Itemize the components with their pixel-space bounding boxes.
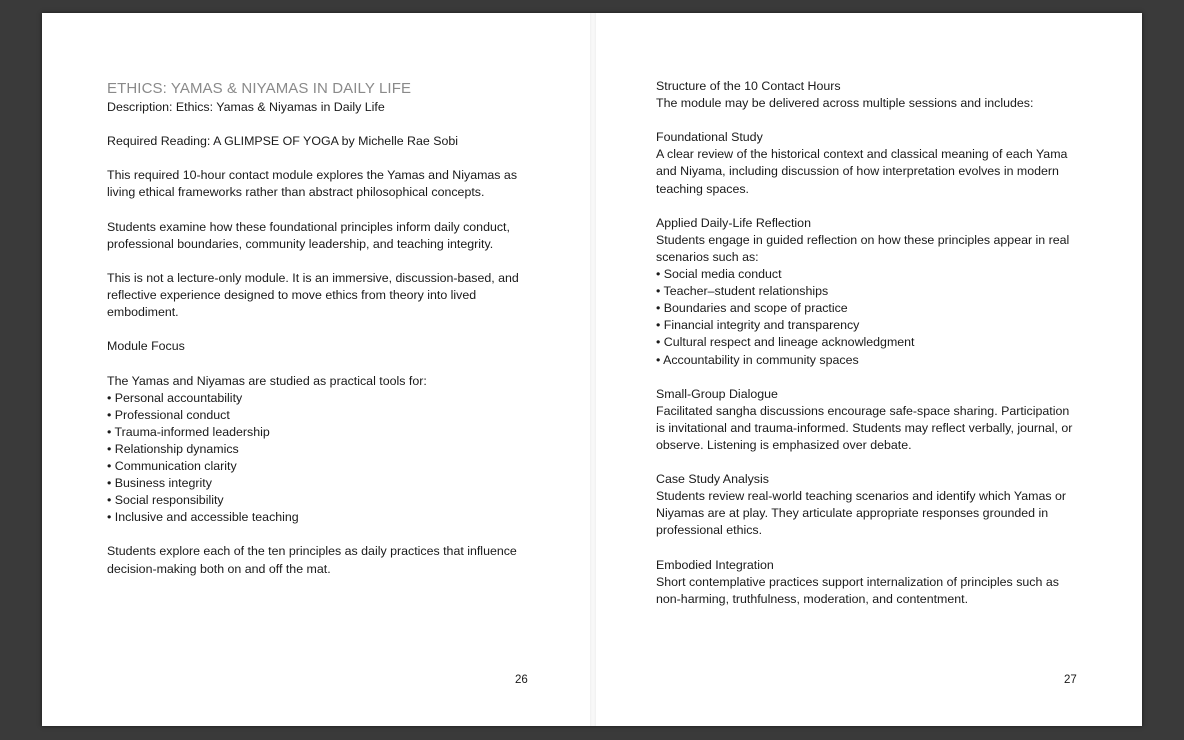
list-item: • Social media conduct	[656, 267, 782, 282]
right-page-content	[656, 78, 1081, 608]
page-right	[596, 13, 1142, 726]
embodied-heading: Embodied Integration	[656, 557, 774, 572]
list-item: • Teacher–student relationships	[656, 284, 829, 299]
spacer	[107, 526, 537, 543]
list-item: • Personal accountability	[107, 390, 243, 405]
module-title: ETHICS: YAMAS & NIYAMAS IN DAILY LIFE	[107, 80, 412, 97]
required-reading: Required Reading: A GLIMPSE OF YOGA by Michelle Rae Sobi	[107, 134, 459, 149]
spacer	[656, 540, 1081, 557]
structure-heading: Structure of the 10 Contact Hours	[656, 79, 841, 93]
closing-paragraph: Students explore each of the ten principles as daily practices that influence decision-making both on and off the mat.	[107, 544, 517, 576]
list-item: • Communication clarity	[107, 458, 237, 473]
list-item: • Trauma-informed leadership	[107, 424, 270, 439]
module-focus-heading: Module Focus	[107, 339, 185, 354]
spacer	[656, 369, 1081, 386]
spacer	[107, 150, 537, 167]
document-spread	[42, 13, 1142, 726]
list-item: • Social responsibility	[107, 493, 224, 508]
case-study-text: Students review real-world teaching scenarios and identify which Yamas or Niyamas are at play. They articulate appropriate responses grounded in professional ethics.	[656, 489, 1067, 538]
tools-intro: The Yamas and Niyamas are studied as practical tools for:	[107, 373, 427, 388]
spacer	[107, 321, 537, 338]
applied-heading: Applied Daily-Life Reflection	[656, 215, 811, 230]
module-description: Description: Ethics: Yamas & Niyamas in Daily Life	[107, 100, 385, 114]
list-item: • Business integrity	[107, 476, 212, 491]
page-left	[42, 13, 590, 726]
scenarios-list	[656, 266, 1081, 369]
spacer	[656, 454, 1081, 471]
principles-paragraph: Students examine how these foundational principles inform daily conduct, professional boundaries, community leadership, and teaching integrity.	[107, 219, 510, 251]
foundational-text: A clear review of the historical context and classical meaning of each Yama and Niyama, including discussion of how interpretation evolves in modern teaching spaces.	[656, 147, 1068, 196]
page-number: 27	[1064, 674, 1077, 686]
spacer	[656, 112, 1081, 129]
list-item: • Relationship dynamics	[107, 441, 239, 456]
spacer	[107, 116, 537, 133]
list-item: • Boundaries and scope of practice	[656, 301, 848, 316]
applied-text: Students engage in guided reflection on how these principles appear in real scenarios such as:	[656, 232, 1070, 264]
foundational-heading: Foundational Study	[656, 130, 763, 145]
dialogue-heading: Small-Group Dialogue	[656, 386, 778, 401]
spacer	[107, 355, 537, 372]
spacer	[656, 198, 1081, 215]
left-page-content	[107, 79, 537, 578]
list-item: • Cultural respect and lineage acknowledgment	[656, 335, 915, 350]
list-item: • Accountability in community spaces	[656, 352, 859, 367]
structure-intro: The module may be delivered across multiple sessions and includes:	[656, 96, 1034, 111]
list-item: • Financial integrity and transparency	[656, 318, 860, 333]
embodied-text: Short contemplative practices support internalization of principles such as non-harming, truthfulness, moderation, and contentment.	[656, 574, 1059, 606]
list-item: • Professional conduct	[107, 407, 230, 422]
list-item: • Inclusive and accessible teaching	[107, 510, 299, 525]
dialogue-text: Facilitated sangha discussions encourage safe-space sharing. Participation is invitational and trauma-informed. Students may reflect verbally, journal, or observe. Listening is emphasized over debate.	[656, 403, 1073, 452]
case-study-heading: Case Study Analysis	[656, 472, 769, 487]
format-paragraph: This is not a lecture-only module. It is an immersive, discussion-based, and reflective experience designed to move ethics from theory into lived embodiment.	[107, 270, 519, 320]
spacer	[107, 202, 537, 219]
tools-list	[107, 390, 537, 527]
spacer	[107, 253, 537, 270]
intro-paragraph: This required 10-hour contact module explores the Yamas and Niyamas as living ethical frameworks rather than abstract philosophical concepts.	[107, 168, 518, 200]
page-number: 26	[515, 674, 528, 686]
